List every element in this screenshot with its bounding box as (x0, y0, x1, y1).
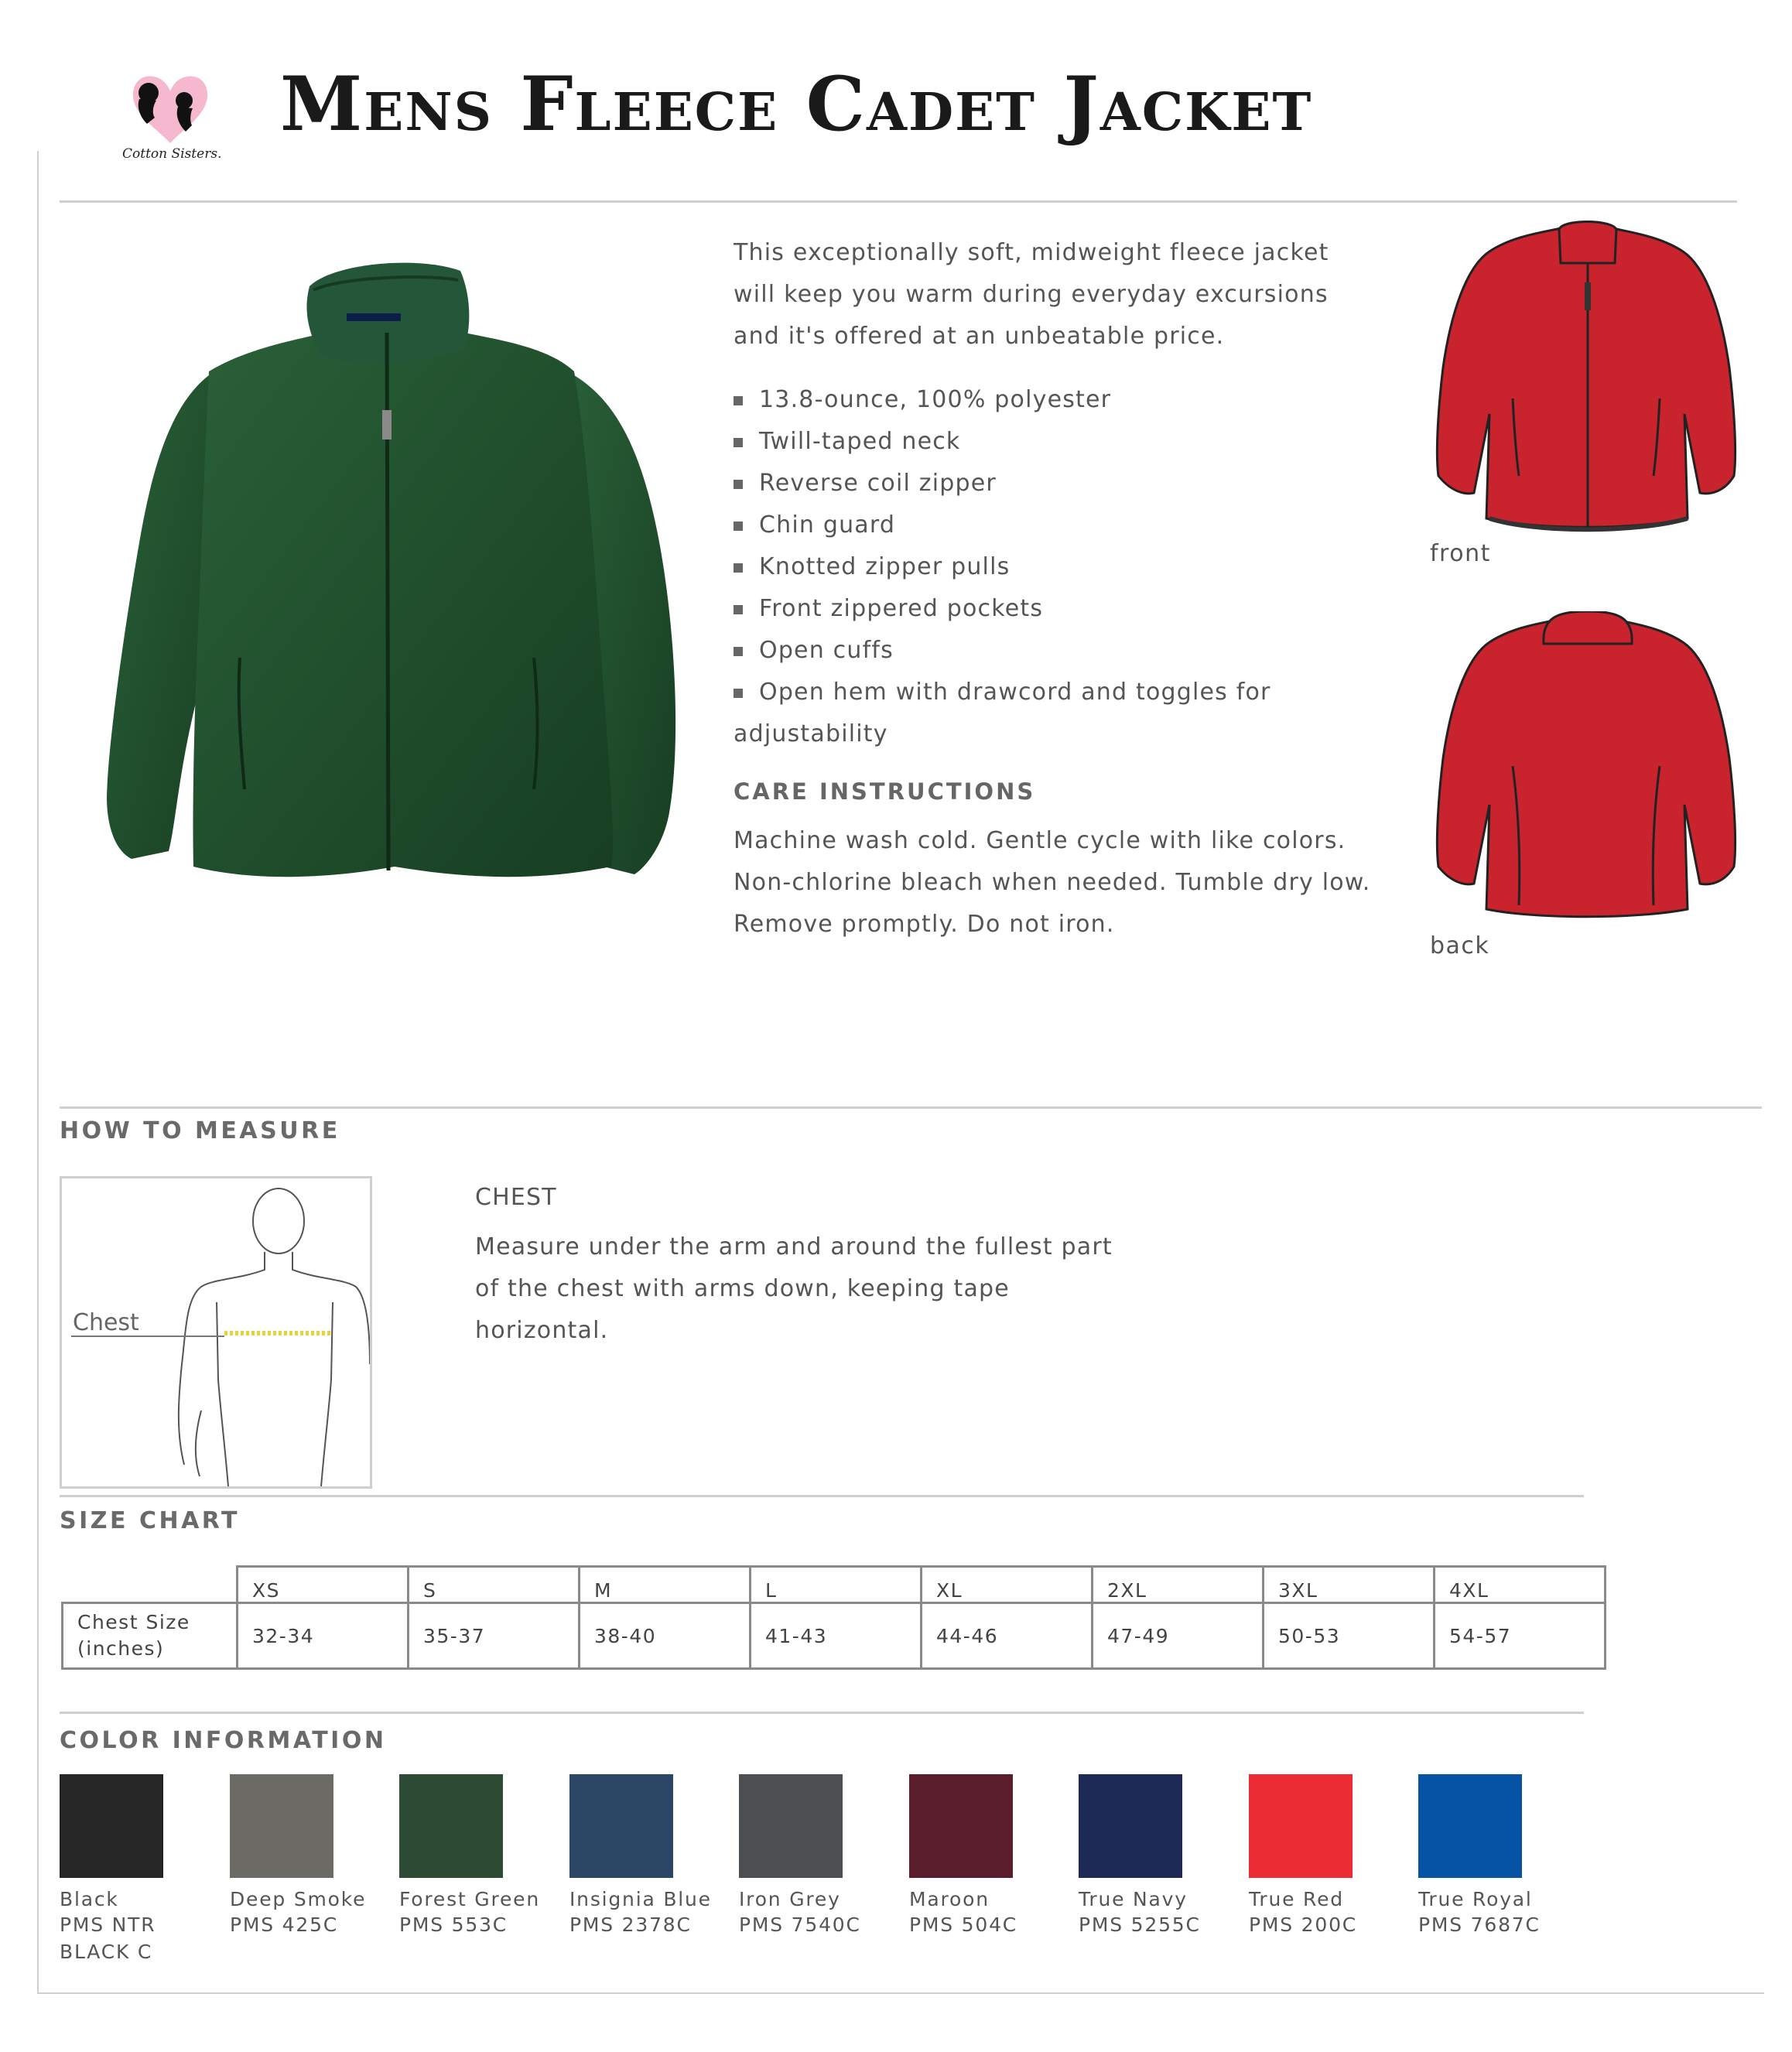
page-title: Mens Fleece Cadet Jacket (280, 60, 1313, 148)
color-name: Insignia Blue (569, 1888, 712, 1910)
size-value-cell: 32-34 (238, 1603, 409, 1669)
row-label: Chest Size (inches) (63, 1603, 238, 1669)
green-jacket-icon (101, 255, 689, 936)
color-swatch (60, 1774, 163, 1878)
body-outline-icon (62, 1178, 370, 1486)
color-name: Maroon (909, 1888, 990, 1910)
color-pms-code: PMS 504C (909, 1913, 1018, 1936)
feature-item: Open hem with drawcord and toggles for adjustability (734, 672, 1376, 755)
care-instructions: Machine wash cold. Gentle cycle with like colors. Non-chlorine bleach when needed. Tumble dry low. Remove promptly. Do not iron. (734, 827, 1371, 938)
left-border (37, 151, 39, 1992)
chest-title: CHEST (475, 1184, 557, 1211)
size-header-cell: XL (922, 1567, 1093, 1603)
color-pms-code: PMS NTR BLACK C (60, 1913, 156, 1963)
size-header-cell: 2XL (1093, 1567, 1264, 1603)
chest-diagram-label: Chest (73, 1309, 139, 1336)
color-pms-code: PMS 7687C (1418, 1913, 1541, 1936)
color-pms-code: PMS 2378C (569, 1913, 692, 1936)
feature-list (734, 379, 1376, 755)
feature-item: Chin guard (734, 504, 1376, 546)
size-value-cell: 41-43 (751, 1603, 922, 1669)
size-value-cell: 47-49 (1093, 1603, 1264, 1669)
bottom-border (37, 1992, 1764, 1994)
header-divider (60, 200, 1737, 203)
size-header-cell: 3XL (1264, 1567, 1435, 1603)
color-info-heading: COLOR INFORMATION (60, 1727, 387, 1754)
feature-item: Reverse coil zipper (734, 463, 1376, 504)
product-photo (101, 255, 689, 936)
red-jacket-back-icon (1428, 611, 1745, 929)
color-name: True Red (1249, 1888, 1344, 1910)
measure-divider (60, 1106, 1762, 1109)
size-divider (60, 1495, 1584, 1497)
color-swatch (1418, 1774, 1522, 1878)
size-value-cell: 54-57 (1435, 1603, 1606, 1669)
size-value-cell: 35-37 (409, 1603, 580, 1669)
color-swatch (569, 1774, 673, 1878)
svg-text:Cotton Sisters.: Cotton Sisters. (122, 146, 222, 162)
color-pms-code: PMS 200C (1249, 1913, 1358, 1936)
measure-diagram (60, 1176, 372, 1489)
size-value-cell: 44-46 (922, 1603, 1093, 1669)
size-value-cell: 38-40 (580, 1603, 751, 1669)
red-jacket-front-icon (1428, 221, 1745, 538)
feature-item: Twill-taped neck (734, 421, 1376, 463)
color-name: Iron Grey (739, 1888, 841, 1910)
logo-mark-icon (116, 62, 224, 162)
size-header-blank (63, 1567, 238, 1603)
size-header-cell: 4XL (1435, 1567, 1606, 1603)
color-name: True Royal (1418, 1888, 1533, 1910)
size-header-cell: L (751, 1567, 922, 1603)
measure-heading: HOW TO MEASURE (60, 1117, 340, 1144)
size-header-cell: S (409, 1567, 580, 1603)
feature-item: 13.8-ounce, 100% polyester (734, 379, 1376, 421)
color-pms-code: PMS 5255C (1079, 1913, 1201, 1936)
chest-size-row (63, 1603, 1606, 1669)
color-divider (60, 1712, 1584, 1714)
product-description: This exceptionally soft, midweight fleece jacket will keep you warm during everyday excursions and it's offered at an unbeatable price. (734, 239, 1329, 350)
front-label: front (1430, 540, 1491, 567)
size-chart-heading: SIZE CHART (60, 1507, 241, 1534)
size-header-row (63, 1567, 1606, 1603)
size-header-cell: XS (238, 1567, 409, 1603)
feature-item: Open cuffs (734, 630, 1376, 672)
size-value-cell: 50-53 (1264, 1603, 1435, 1669)
front-view-drawing (1428, 221, 1745, 538)
back-view-drawing (1428, 611, 1745, 929)
chest-description: Measure under the arm and around the fullest part of the chest with arms down, keeping tape horizontal. (475, 1233, 1113, 1344)
feature-item: Knotted zipper pulls (734, 546, 1376, 588)
color-swatch (1079, 1774, 1182, 1878)
color-swatch (739, 1774, 843, 1878)
back-label: back (1430, 932, 1490, 959)
color-pms-code: PMS 425C (230, 1913, 339, 1936)
color-swatch (230, 1774, 333, 1878)
color-name: True Navy (1079, 1888, 1188, 1910)
color-name: Black (60, 1888, 119, 1910)
size-chart-table (61, 1565, 1606, 1670)
color-name: Forest Green (399, 1888, 540, 1910)
color-pms-code: PMS 7540C (739, 1913, 861, 1936)
brand-logo (116, 62, 224, 162)
care-heading: CARE INSTRUCTIONS (734, 778, 1036, 805)
color-pms-code: PMS 553C (399, 1913, 508, 1936)
size-header-cell: M (580, 1567, 751, 1603)
color-swatch (1249, 1774, 1353, 1878)
color-name: Deep Smoke (230, 1888, 367, 1910)
color-swatch (399, 1774, 503, 1878)
color-swatch (909, 1774, 1013, 1878)
feature-item: Front zippered pockets (734, 588, 1376, 630)
